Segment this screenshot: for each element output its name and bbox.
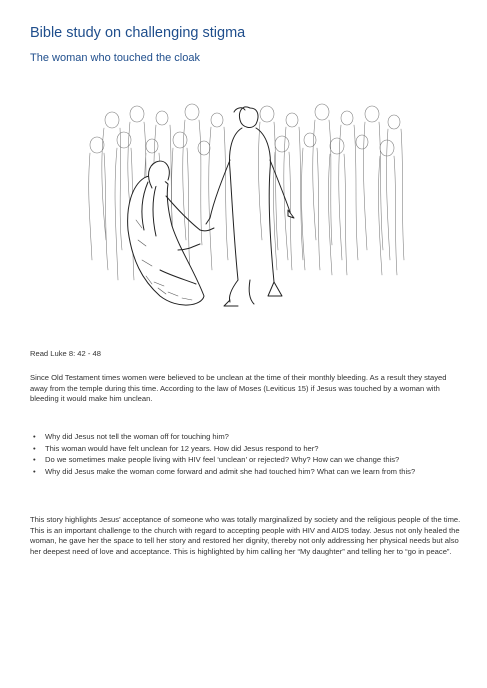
list-item: • Why did Jesus not tell the woman off for touching him? (30, 432, 466, 443)
list-item: • Do we sometimes make people living with HIV feel ‘unclean’ or rejected? Why? How can we change this? (30, 455, 466, 466)
crowd-sketch-illustration (82, 100, 412, 315)
standing-figure (206, 107, 294, 306)
list-item: • This woman would have felt unclean for 12 years. How did Jesus respond to her? (30, 444, 466, 455)
page-title: Bible study on challenging stigma (30, 25, 246, 41)
intro-paragraph: Since Old Testament times women were believed to be unclean at the time of their monthly bleeding. As a result they stayed away from the temple during this time. According to the law of Moses (Leviticus 15) if Jesus was touched by a woman with bleeding it would make him unclean. (30, 373, 447, 404)
discussion-questions-list (30, 432, 466, 478)
list-item: • Why did Jesus make the woman come forward and admit she had touched him? What can we learn from this? (30, 467, 466, 478)
scripture-reference: Read Luke 8: 42 - 48 (30, 349, 101, 358)
page-subtitle: The woman who touched the cloak (30, 52, 200, 64)
closing-paragraph: This story highlights Jesus’ acceptance of someone who was totally marginalized by society and the religious people of the time. This is an important challenge to the church with regard to accepting people with HIV and AIDS today. Jesus not only healed the woman, he gave her the space to tell her story and restored her dignity, thereby not only addressing her physical needs but also her deepest need of love and acceptance. This is highlighted by him calling her “My daughter” and telling her to “go in peace”. (30, 515, 461, 556)
